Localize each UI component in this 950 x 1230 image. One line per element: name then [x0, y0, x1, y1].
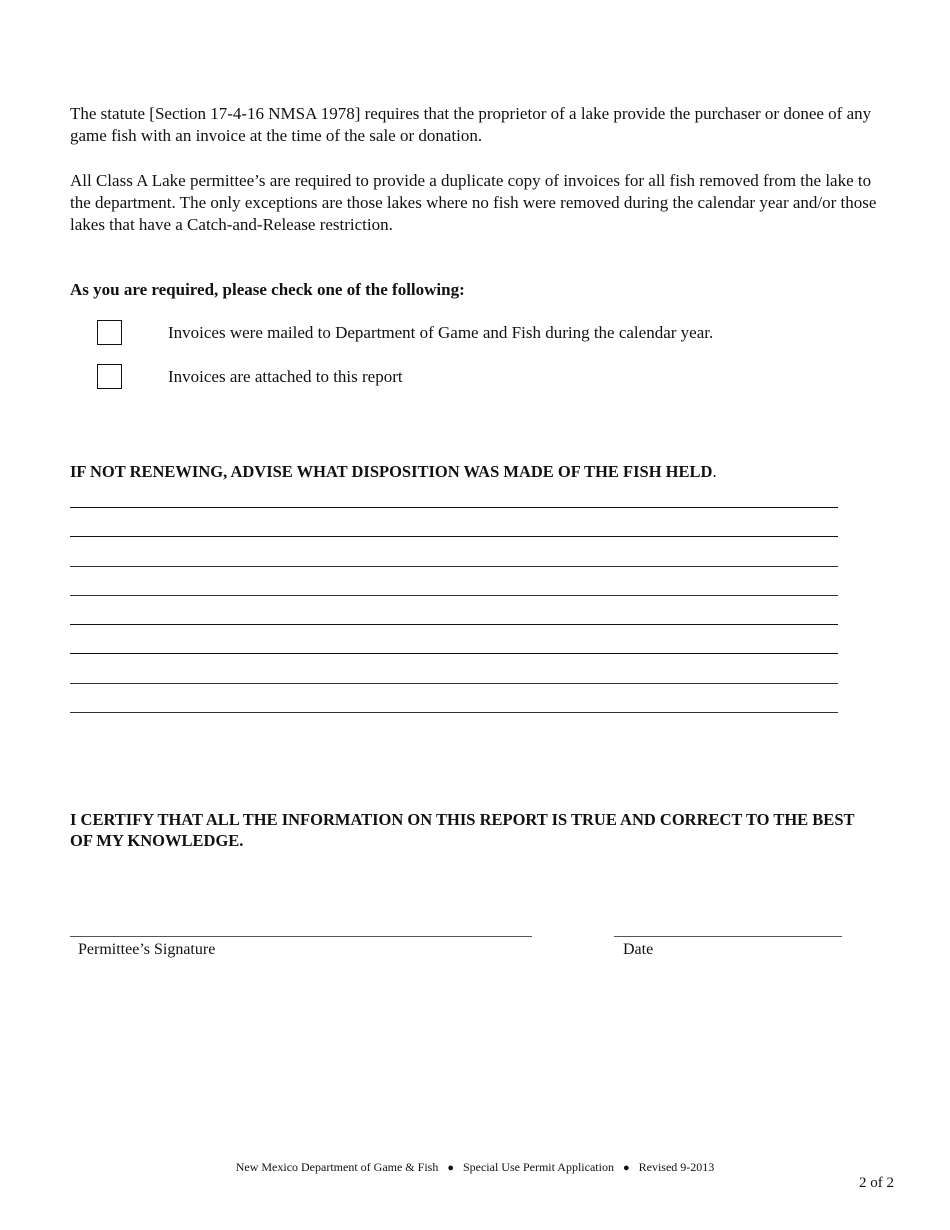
signature-label: Permittee’s Signature [78, 941, 216, 958]
certify-statement: I CERTIFY THAT ALL THE INFORMATION ON THIS REPORT IS TRUE AND CORRECT TO THE BEST OF MY KNOWLEDGE. [70, 810, 855, 850]
disposition-line[interactable] [70, 566, 838, 567]
disposition-line[interactable] [70, 536, 838, 537]
disposition-line[interactable] [70, 507, 838, 508]
check-heading: As you are required, please check one of the following: [70, 280, 465, 299]
disposition-line[interactable] [70, 712, 838, 713]
invoices-mailed-checkbox[interactable] [97, 320, 122, 345]
disposition-heading [70, 461, 717, 482]
disposition-heading-text: IF NOT RENEWING, ADVISE WHAT DISPOSITION WAS MADE OF THE FISH HELD [70, 462, 713, 481]
date-label: Date [623, 941, 654, 958]
signature-line[interactable] [70, 936, 532, 937]
footer-agency: New Mexico Department of Game & Fish [235, 1160, 439, 1174]
date-line[interactable] [614, 936, 842, 937]
page-number: 2 of 2 [859, 1175, 894, 1191]
footer-form-name: Special Use Permit Application [462, 1160, 614, 1174]
invoices-mailed-label: Invoices were mailed to Department of Game and Fish during the calendar year. [168, 323, 714, 342]
invoices-attached-label: Invoices are attached to this report [168, 367, 403, 386]
disposition-line[interactable] [70, 595, 838, 596]
disposition-line[interactable] [70, 653, 838, 654]
invoices-attached-checkbox[interactable] [97, 364, 122, 389]
statute-paragraph: The statute [Section 17-4-16 NMSA 1978] requires that the proprietor of a lake provide the purchaser or donee of any game fish with an invoice at the time of the sale or donation. [70, 104, 872, 145]
footer-revision: Revised 9-2013 [638, 1160, 715, 1174]
bullet-icon: ● [622, 1162, 630, 1174]
disposition-heading-period: . [712, 462, 717, 481]
page-footer [0, 1159, 950, 1176]
bullet-icon: ● [447, 1162, 454, 1174]
disposition-line[interactable] [70, 624, 838, 625]
class-a-paragraph: All Class A Lake permittee’s are required to provide a duplicate copy of invoices for all fish removed from the lake to the department. The only exceptions are those lakes where no fish were removed during the calendar year and/or those lakes that have a Catch-and-Release restriction. [70, 171, 877, 234]
disposition-line[interactable] [70, 683, 838, 684]
